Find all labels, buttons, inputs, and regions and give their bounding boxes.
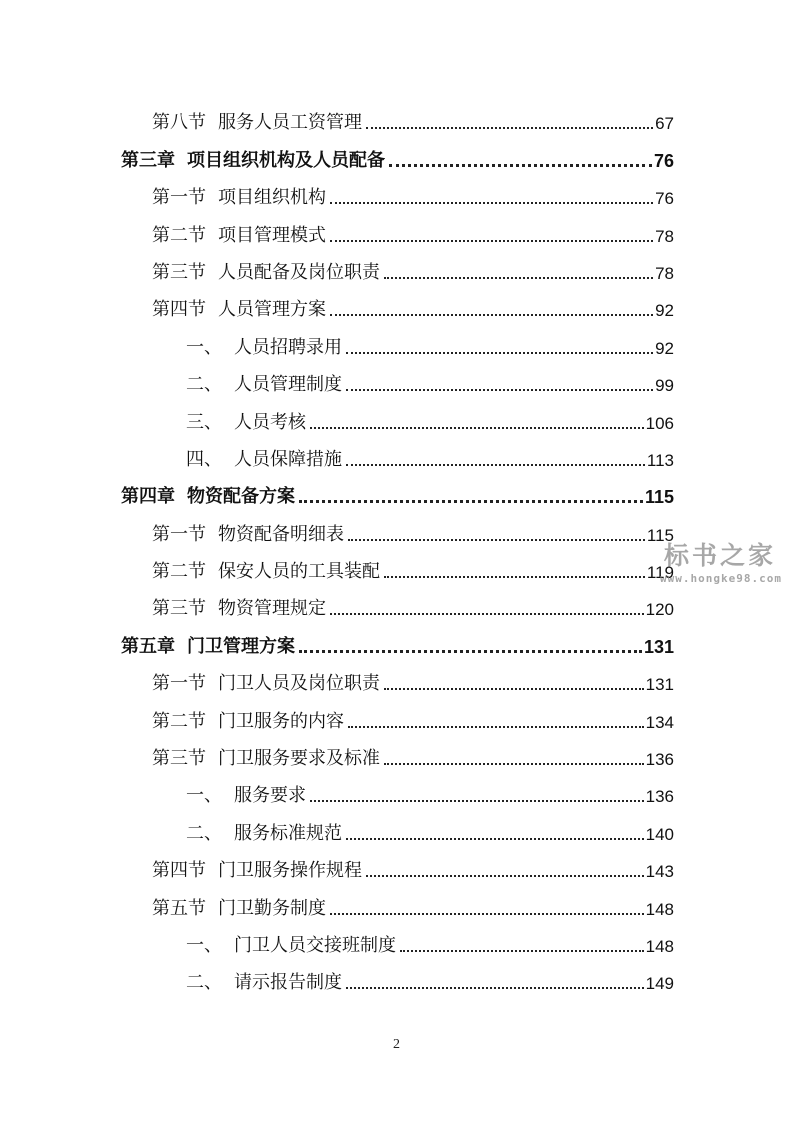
toc-section-entry[interactable] bbox=[0, 849, 674, 886]
toc-entry-title: 物资配备明细表 bbox=[218, 523, 344, 545]
toc-entry-title: 人员管理方案 bbox=[218, 299, 326, 321]
toc-entry-title: 人员招聘录用 bbox=[234, 336, 342, 358]
toc-entry-number: 第三节 bbox=[152, 261, 206, 283]
toc-dot-leader bbox=[299, 650, 642, 653]
toc-dot-leader bbox=[346, 389, 653, 391]
toc-page-number: 148 bbox=[645, 936, 674, 956]
toc-entry-label bbox=[152, 750, 380, 768]
toc-entry-number: 第一节 bbox=[152, 523, 206, 545]
toc-entry-number: 四、 bbox=[186, 448, 222, 470]
watermark-url: www.hongke98.com bbox=[660, 572, 782, 585]
toc-entry-label bbox=[152, 710, 344, 732]
toc-entry-number: 二、 bbox=[186, 972, 222, 994]
toc-page-number: 131 bbox=[643, 636, 674, 657]
toc-page-number: 92 bbox=[655, 338, 674, 358]
toc-entry-title: 人员保障措施 bbox=[234, 448, 342, 470]
toc-dot-leader bbox=[346, 987, 644, 989]
toc-entry-number: 第四章 bbox=[121, 486, 175, 508]
page-number: 2 bbox=[393, 1037, 400, 1052]
toc-entry-number: 二、 bbox=[186, 374, 222, 396]
toc-entry-number: 一、 bbox=[186, 336, 222, 358]
toc-entry-title: 物资管理规定 bbox=[218, 598, 326, 620]
watermark-brand: 标书之家 bbox=[663, 541, 776, 570]
toc-entry-title: 服务人员工资管理 bbox=[218, 112, 362, 134]
toc-entry-label bbox=[152, 897, 326, 919]
toc-section-entry[interactable] bbox=[0, 699, 674, 736]
toc-entry-title: 门卫人员及岗位职责 bbox=[218, 673, 380, 695]
toc-chapter-entry[interactable] bbox=[0, 475, 674, 512]
toc-entry-label bbox=[121, 149, 385, 171]
toc-dot-leader bbox=[330, 913, 644, 915]
toc-entry-number: 第二节 bbox=[152, 710, 206, 732]
toc-page-number: 136 bbox=[645, 787, 674, 807]
toc-page-number: 140 bbox=[645, 824, 674, 844]
toc-entry-number: 第三节 bbox=[152, 598, 206, 620]
toc-page-number: 78 bbox=[655, 263, 674, 283]
toc-dot-leader bbox=[384, 277, 653, 279]
toc-entry-title: 门卫服务要求及标准 bbox=[218, 748, 380, 770]
toc-chapter-entry[interactable] bbox=[0, 624, 674, 661]
toc-entry-number: 一、 bbox=[186, 934, 222, 956]
toc-entry-label bbox=[186, 934, 396, 956]
toc-entry-label bbox=[152, 189, 326, 207]
toc-page-number: 148 bbox=[645, 899, 674, 919]
toc-entry-label bbox=[186, 376, 342, 394]
toc-page-number: 115 bbox=[646, 525, 674, 545]
toc-section-entry[interactable] bbox=[0, 587, 674, 624]
toc-page-number: 120 bbox=[645, 600, 674, 620]
toc-entry-label bbox=[152, 261, 380, 283]
toc-entry-label bbox=[186, 411, 306, 433]
toc-dot-leader bbox=[330, 314, 653, 316]
toc-dot-leader bbox=[389, 164, 652, 167]
toc-page-number: 113 bbox=[646, 450, 674, 470]
toc-entry-title: 服务标准规范 bbox=[234, 822, 342, 844]
toc-entry-title: 门卫人员交接班制度 bbox=[234, 934, 396, 956]
toc-subsection-entry[interactable] bbox=[0, 325, 674, 362]
toc-section-entry[interactable] bbox=[0, 213, 674, 250]
toc-page-number: 131 bbox=[645, 675, 674, 695]
toc-entry-label bbox=[152, 301, 326, 319]
table-of-contents bbox=[0, 101, 793, 998]
toc-entry-label bbox=[152, 523, 344, 545]
toc-entry-label bbox=[152, 862, 362, 880]
toc-page-number: 92 bbox=[655, 301, 674, 321]
toc-entry-title: 门卫服务的内容 bbox=[218, 710, 344, 732]
toc-subsection-entry[interactable] bbox=[0, 438, 674, 475]
toc-dot-leader bbox=[384, 688, 644, 690]
toc-entry-label bbox=[186, 336, 342, 358]
toc-entry-number: 三、 bbox=[186, 411, 222, 433]
toc-dot-leader bbox=[348, 539, 645, 541]
toc-page-number: 143 bbox=[645, 862, 674, 882]
toc-entry-label bbox=[121, 635, 295, 657]
toc-entry-number: 第二节 bbox=[152, 224, 206, 246]
toc-entry-number: 第一节 bbox=[152, 187, 206, 209]
toc-dot-leader bbox=[348, 726, 644, 728]
toc-page-number: 134 bbox=[645, 712, 674, 732]
toc-entry-label bbox=[186, 448, 342, 470]
toc-entry-label bbox=[152, 224, 326, 246]
toc-section-entry[interactable] bbox=[0, 101, 674, 138]
toc-subsection-entry[interactable] bbox=[0, 811, 674, 848]
toc-entry-label bbox=[186, 787, 306, 805]
toc-dot-leader bbox=[330, 202, 653, 204]
toc-entry-title: 物资配备方案 bbox=[187, 486, 295, 508]
toc-page-number: 106 bbox=[645, 413, 674, 433]
toc-entry-title: 门卫管理方案 bbox=[187, 635, 295, 657]
toc-section-entry[interactable] bbox=[0, 251, 674, 288]
toc-dot-leader bbox=[366, 127, 653, 129]
toc-entry-title: 请示报告制度 bbox=[234, 972, 342, 994]
toc-entry-title: 人员管理制度 bbox=[234, 374, 342, 396]
toc-subsection-entry[interactable] bbox=[0, 363, 674, 400]
toc-page-number: 119 bbox=[646, 563, 674, 583]
toc-entry-title: 项目组织机构 bbox=[218, 187, 326, 209]
toc-entry-number: 第四节 bbox=[152, 860, 206, 882]
toc-entry-label bbox=[152, 114, 362, 132]
toc-entry-label bbox=[152, 600, 326, 618]
toc-entry-number: 第一节 bbox=[152, 673, 206, 695]
toc-entry-title: 项目管理模式 bbox=[218, 224, 326, 246]
toc-subsection-entry[interactable] bbox=[0, 774, 674, 811]
toc-entry-number: 第五节 bbox=[152, 897, 206, 919]
toc-entry-title: 项目组织机构及人员配备 bbox=[187, 149, 385, 171]
toc-dot-leader bbox=[346, 838, 644, 840]
toc-dot-leader bbox=[330, 613, 644, 615]
toc-section-entry[interactable] bbox=[0, 512, 674, 549]
toc-entry-label bbox=[121, 488, 295, 506]
toc-page-number: 76 bbox=[653, 150, 674, 171]
toc-entry-title: 人员配备及岗位职责 bbox=[218, 261, 380, 283]
toc-entry-title: 门卫服务操作规程 bbox=[218, 860, 362, 882]
toc-entry-number: 第四节 bbox=[152, 299, 206, 321]
toc-entry-number: 第八节 bbox=[152, 112, 206, 134]
toc-page-number: 136 bbox=[645, 750, 674, 770]
toc-chapter-entry[interactable] bbox=[0, 138, 674, 175]
toc-dot-leader bbox=[346, 352, 653, 354]
toc-entry-number: 第三章 bbox=[121, 149, 175, 171]
toc-dot-leader bbox=[310, 800, 644, 802]
toc-section-entry[interactable] bbox=[0, 176, 674, 213]
toc-page-number: 76 bbox=[655, 189, 674, 209]
toc-section-entry[interactable] bbox=[0, 662, 674, 699]
toc-entry-title: 人员考核 bbox=[234, 411, 306, 433]
toc-entry-number: 第二节 bbox=[152, 561, 206, 583]
toc-subsection-entry[interactable] bbox=[0, 924, 674, 961]
toc-page-number: 67 bbox=[655, 114, 674, 134]
toc-entry-label bbox=[186, 822, 342, 844]
toc-entry-number: 第三节 bbox=[152, 748, 206, 770]
toc-page-number: 99 bbox=[655, 376, 674, 396]
toc-section-entry[interactable] bbox=[0, 288, 674, 325]
toc-entry-label bbox=[152, 563, 380, 581]
toc-dot-leader bbox=[310, 427, 644, 429]
toc-dot-leader bbox=[299, 500, 643, 503]
toc-page-number: 149 bbox=[645, 974, 674, 994]
toc-dot-leader bbox=[346, 464, 645, 466]
toc-entry-label bbox=[152, 675, 380, 693]
toc-entry-title: 服务要求 bbox=[234, 785, 306, 807]
toc-entry-title: 门卫勤务制度 bbox=[218, 897, 326, 919]
toc-dot-leader bbox=[400, 950, 644, 952]
toc-entry-number: 一、 bbox=[186, 785, 222, 807]
toc-page-number: 78 bbox=[655, 226, 674, 246]
toc-section-entry[interactable] bbox=[0, 886, 674, 923]
toc-dot-leader bbox=[330, 240, 653, 242]
toc-entry-label bbox=[186, 974, 342, 992]
toc-dot-leader bbox=[384, 576, 645, 578]
toc-subsection-entry[interactable] bbox=[0, 961, 674, 998]
toc-dot-leader bbox=[366, 875, 644, 877]
toc-section-entry[interactable] bbox=[0, 737, 674, 774]
toc-subsection-entry[interactable] bbox=[0, 400, 674, 437]
toc-dot-leader bbox=[384, 763, 644, 765]
toc-section-entry[interactable] bbox=[0, 550, 674, 587]
toc-entry-number: 第五章 bbox=[121, 635, 175, 657]
toc-entry-title: 保安人员的工具装配 bbox=[218, 561, 380, 583]
toc-entry-number: 二、 bbox=[186, 822, 222, 844]
toc-page-number: 115 bbox=[644, 487, 674, 508]
